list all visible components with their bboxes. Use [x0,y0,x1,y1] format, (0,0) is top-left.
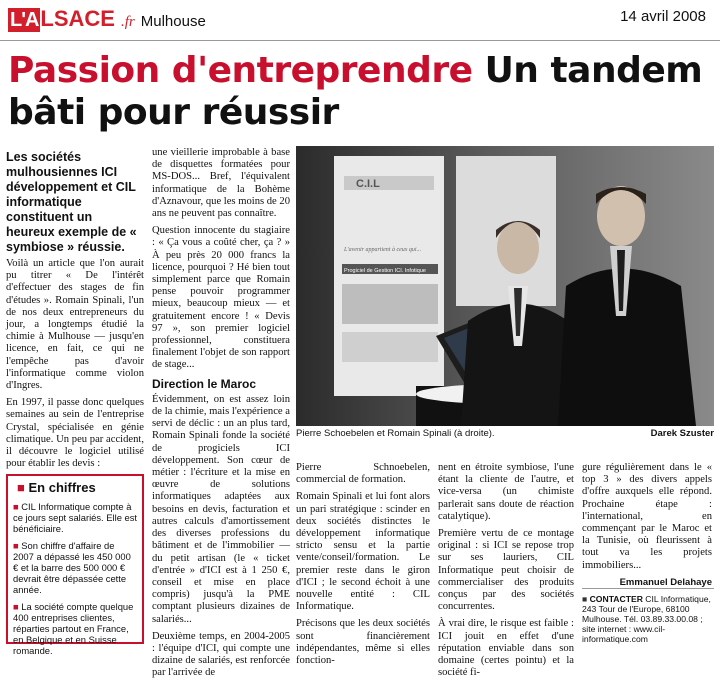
paragraph: Pierre Schnoebelen, commercial de formation. [296,462,430,486]
photo-caption: Pierre Schoebelen et Romain Spinali (à droite). [296,428,495,439]
square-bullet-icon: ■ [582,594,588,604]
bullet-icon: ■ [13,540,19,551]
contact-divider [582,588,714,589]
paragraph: En 1997, il passe donc quelques semaines au sein de l'entreprise Crystal, spécialisée en génie climatique. Un peu par accident, il découvre le logiciel utilisé pour établir les devis : [6,397,144,470]
headline-part2: Un tandem bâti pour réussir [8,50,703,133]
facts-box-title-text: En chiffres [28,480,96,495]
subheading: Direction le Maroc [152,376,257,391]
paragraph: À vrai dire, le risque est faible : ICI jouit en effet d'une réputation enviable dans son domaine (certes pointu) et la société fi- [438,618,574,679]
masthead-logo [8,6,206,32]
paragraph: Évidemment, on est assez loin de la chimie, mais l'expérience a servi de déclic : un an plus tard, Romain Spinali fonde la société de progiciels ICI développement. Son cœur de métier : l'écriture et la mise en œuvre de solutions informatiques adaptées aux besoins en devis, facturation et autres calculs d'amortissement des diverses professions du bâtiment et de l'immobilier — du petit artisan (le « ticket d'entrée » d'ICI est à 1 250 €, conseil et mise en place compris) jusqu'à la PME comptant plusieurs dizaines de salariés... [152,393,290,625]
photo-caption-bar [296,428,714,442]
list-item-text: La société compte quelque 400 entreprises clientes, réparties partout en France, en Belgique et en Suisse romande. [13,601,134,656]
publication-date: 14 avril 2008 [620,8,706,25]
list-item-text: Son chiffre d'affaire de 2007 a dépassé les 450 000 € et la barre des 500 000 € devrait être dépassée cette année. [13,540,131,595]
article-column-2 [152,147,290,685]
paragraph: Deuxième temps, en 2004-2005 : l'équipe d'ICI, qui compte une dizaine de salariés, est renforcée par l'arrivée de [152,630,290,679]
edition-city: Mulhouse [140,13,206,30]
list-item [13,501,137,534]
logo-domain: .fr [120,14,135,30]
logo-mark: L'A [10,9,39,31]
masthead-divider [0,40,720,41]
article-photo [296,146,714,426]
bullet-icon: ■ [13,601,19,612]
paragraph: Question innocente du stagiaire : « Ça vous a coûté cher, ça ? » À peu près 20 000 francs la licence, pourquoi ? Hé bien tout simplement parce que Romain pense pouvoir programmer mieux, beaucoup mieux — et gratuitement encore ! « Devis 97 », son premier logiciel professionnel, constituera finalement l'objet de son rapport de stage... [152,225,290,371]
list-item [13,540,137,595]
paragraph: Précisons que les deux sociétés sont financièrement indépendantes, même si elles fonction- [296,618,430,667]
paragraph: Première vertu de ce montage original : si ICI se repose trop sur ses lauriers, CIL Informatique peut choisir de commercialiser des produits conçus par des sociétés concurrentes. [438,528,574,613]
headline-part1: Passion d'entreprendre [8,50,473,91]
lead-paragraph: Les sociétés mulhousiennes ICI développement et CIL informatique constituent un heureux exemple de « symbiose » réussie. [6,150,137,254]
article-column-1 [6,258,144,475]
list-item-text: CIL Informatique compte à ce jours sept salariés. Elle est bénéficiaire. [13,501,138,534]
article-column-3 [296,462,430,672]
bullet-icon: ■ [13,501,19,512]
contact-text: CIL Informatique, 243 Tour de l'Europe, 68100 Mulhouse. Tél. 03.89.33.00.08 ; site internet : www.cil-informatique.com [582,594,711,644]
square-bullet-icon: ■ [17,480,25,495]
contact-block [582,594,714,644]
contact-label: CONTACTER [589,594,643,604]
paragraph: Romain Spinali et lui font alors un pari stratégique : scinder en deux sociétés distinctes le développement informatique stricto sensu et la partie vente/conseil/formation. Le premier reste dans le giron d'ICI ; le second échoit à une nouvelle entité : CIL Informatique. [296,491,430,613]
article-column-5 [582,462,712,589]
paragraph: une vieillerie improbable à base de disquettes formatées pour MS-DOS... Bref, l'équivalent informatique de la Bohème d'Aznavour, que les moins de 20 ans ne peuvent pas connaître. [152,147,290,220]
poster-brand: C.I.L [356,178,380,190]
facts-box-title [17,480,137,495]
photo-credit: Darek Szuster [650,428,714,439]
facts-list [13,501,137,656]
facts-box [6,474,144,656]
poster-tagline: L'avenir appartient à ceux qui... [344,247,422,253]
paragraph: nent en étroite symbiose, l'une étant la cliente de l'autre, et vice-versa (un chimiste parlerait sans doute de réaction catalytique). [438,462,574,522]
headline [8,50,718,134]
logo-wordmark: LSACE [40,6,115,31]
author-signature: Emmanuel Delahaye [619,576,712,588]
list-item [13,601,137,656]
photo-illustration [296,146,714,426]
paragraph: Voilà un article que l'on aurait pu titrer « De l'intérêt d'effectuer des stages de fin d'études ». Romain Spinali, l'un de nos deux entrepreneurs du jour, a longtemps étudié la chimie à Mulhouse — jusqu'en licence, en fait, ce qui ne l'empêche pas d'avoir l'informatique comme violon d'Ingres. [6,258,144,392]
paragraph: gure régulièrement dans le « top 3 » des divers appels d'offre auxquels elle répond. Prochaine étape : l'international, en commençant par le Maroc et la Tunisie, où fleurissent à tout va les projets immobiliers... [582,462,712,571]
poster-text: Progiciel de Gestion ICI. Infotique [344,268,426,274]
article-column-4 [438,462,574,684]
